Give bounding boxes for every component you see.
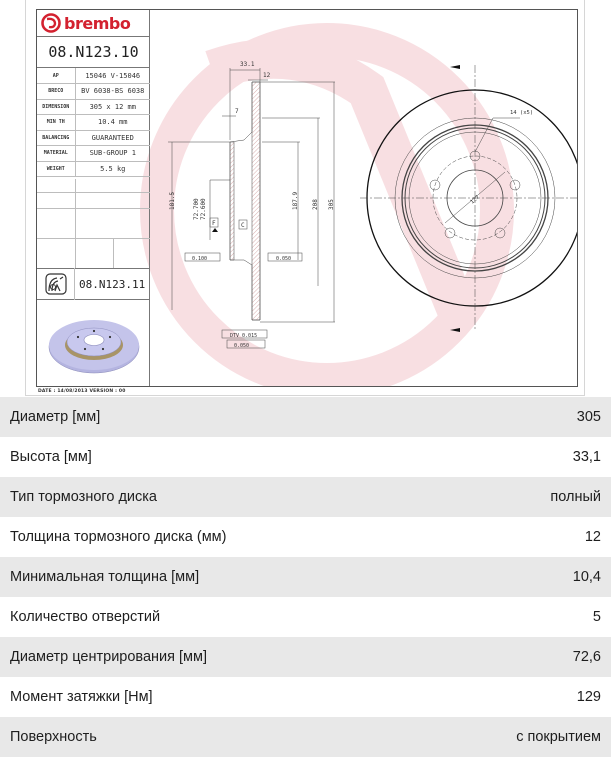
spec-key: MIN TH: [37, 115, 75, 131]
blank-row: [37, 209, 150, 239]
technical-drawing-sheet: [36, 9, 578, 387]
brembo-logo-icon: [41, 13, 61, 33]
spec-key: MATERIAL: [37, 146, 75, 162]
blank-row: [37, 193, 150, 209]
dim-hub-bore-min: 72.600: [200, 198, 207, 220]
property-label: Толщина тормозного диска (мм): [10, 529, 227, 545]
blank-row: [37, 179, 150, 193]
spec-value: BV 6038-BS 6038: [75, 84, 150, 100]
dim-hat-diameter: 208: [312, 199, 319, 210]
title-block: [37, 10, 150, 387]
property-row: [0, 557, 611, 597]
spec-key: AP: [37, 68, 75, 84]
tol-runout: 0.050: [234, 343, 250, 349]
property-value: полный: [550, 489, 601, 505]
property-row: [0, 717, 611, 757]
alternative-part: [37, 268, 150, 300]
dim-hat-offset: 7: [235, 108, 239, 115]
spec-table: [37, 68, 150, 177]
property-value: 129: [576, 689, 601, 705]
spec-row: [37, 115, 150, 131]
spec-key: WEIGHT: [37, 161, 75, 177]
blank-row: [37, 239, 150, 268]
property-label: Диаметр центрирования [мм]: [10, 649, 208, 665]
spec-value: SUB-GROUP 1: [75, 146, 150, 162]
dim-outer-diameter: 305: [328, 199, 335, 210]
properties-table: [0, 397, 611, 757]
brand-name: brembo: [64, 13, 131, 33]
property-row: [0, 597, 611, 637]
dim-hub-bore-max: 72.700: [193, 198, 200, 220]
spec-row: [37, 68, 150, 84]
property-label: Диаметр [мм]: [10, 409, 101, 425]
property-label: Поверхность: [10, 729, 97, 745]
datum-f-label: F: [212, 220, 216, 227]
property-row: [0, 437, 611, 477]
property-value: 5: [592, 609, 601, 625]
disc-3d-render: [37, 301, 150, 387]
property-label: Количество отверстий: [10, 609, 161, 625]
drawing-date: DATE : 14/08/2013 VERSION : 00: [38, 389, 126, 394]
property-row: [0, 397, 611, 437]
spec-row: [37, 146, 150, 162]
property-row: [0, 677, 611, 717]
spec-key: DIMENSION: [37, 99, 75, 115]
property-value: 10,4: [572, 569, 601, 585]
spec-row: [37, 99, 150, 115]
property-label: Минимальная толщина [мм]: [10, 569, 200, 585]
tol-dtv: DTV 0.015: [230, 333, 258, 339]
property-value: 305: [576, 409, 601, 425]
disc-technical-drawing: [150, 10, 578, 387]
property-row: [0, 477, 611, 517]
spec-key: BRECO: [37, 84, 75, 100]
spec-value: GUARANTEED: [75, 130, 150, 146]
dim-friction-inner: 187.9: [292, 191, 299, 210]
property-value: 72,6: [572, 649, 601, 665]
spec-row: [37, 84, 150, 100]
tol-flatness: 0.050: [276, 256, 292, 262]
alternative-part-number: 08.N123.11: [79, 277, 146, 291]
tol-parallel: 0.100: [192, 256, 208, 262]
dim-thickness: 12: [263, 72, 271, 79]
product-drawing-image: [25, 0, 585, 396]
spec-value: 15046 V-15046: [75, 68, 150, 84]
brand-logo: [37, 10, 150, 37]
spec-row: [37, 130, 150, 146]
spec-value: 305 x 12 mm: [75, 99, 150, 115]
property-value: с покрытием: [516, 729, 601, 745]
spec-value: 5.5 kg: [75, 161, 150, 177]
part-number: 08.N123.10: [37, 37, 150, 68]
bolt-holes-label: 14 (x5): [510, 110, 534, 116]
property-label: Момент затяжки [Нм]: [10, 689, 153, 705]
datum-c-label: C: [241, 222, 245, 229]
dim-bolt-circle: 127: [469, 194, 481, 206]
property-row: [0, 637, 611, 677]
property-row: [0, 517, 611, 557]
coated-disc-icon: [37, 268, 75, 300]
spec-row: [37, 161, 150, 177]
dim-total-height: 33.1: [240, 61, 255, 68]
property-value: 12: [584, 529, 601, 545]
property-value: 33,1: [572, 449, 601, 465]
spec-value: 10.4 mm: [75, 115, 150, 131]
blank-title-cells: [37, 179, 150, 268]
property-label: Тип тормозного диска: [10, 489, 157, 505]
dim-inner-diameter: 181.5: [169, 191, 176, 210]
spec-key: BALANCING: [37, 130, 75, 146]
property-label: Высота [мм]: [10, 449, 92, 465]
